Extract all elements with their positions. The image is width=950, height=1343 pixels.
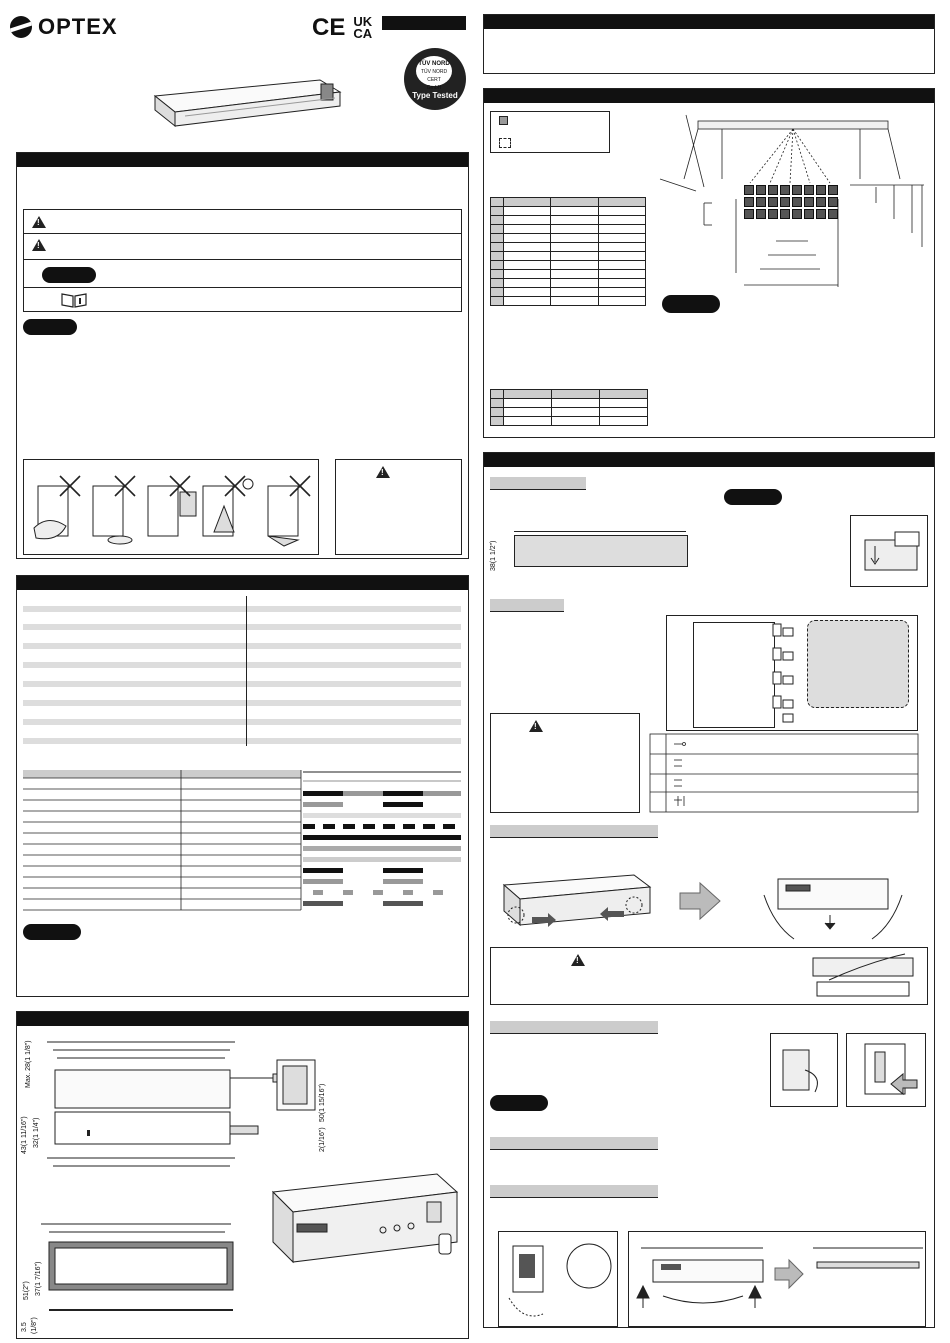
step6-image-1 xyxy=(498,1231,618,1327)
step-heading-1 xyxy=(490,477,586,490)
template-dimension-line xyxy=(514,531,686,532)
cover-caution-box xyxy=(490,947,928,1005)
note-pill xyxy=(23,924,81,940)
optex-logo-icon xyxy=(10,16,32,38)
dim-50: 50(1 15/16") xyxy=(319,1083,326,1122)
dim-35: 3.5 xyxy=(21,1322,28,1332)
spec-row xyxy=(23,719,461,725)
cutout-template xyxy=(514,535,688,567)
spec-row xyxy=(23,662,461,668)
step-heading-3 xyxy=(490,825,658,838)
legend-filled-icon xyxy=(499,116,508,125)
step6-insert-image xyxy=(503,1236,615,1324)
safety-symbols-box xyxy=(23,209,462,312)
ukca-line1: UK xyxy=(353,14,373,29)
brand-logo xyxy=(10,14,118,40)
note-pill xyxy=(490,1095,548,1111)
section-detection-area xyxy=(483,88,935,438)
dim-51: 51(2") xyxy=(23,1281,30,1300)
ukca-line2: CA xyxy=(353,26,373,41)
dim-43: 43(1 11/16") xyxy=(21,1116,28,1154)
section-dimensions xyxy=(16,1011,469,1339)
install-caution-box xyxy=(335,459,462,555)
detection-table-1 xyxy=(490,197,646,306)
step3-remove-cover xyxy=(494,865,924,945)
caution-icon xyxy=(571,954,585,966)
step4-push-image xyxy=(851,1040,923,1102)
spec-row xyxy=(23,681,461,687)
section-installation-header xyxy=(484,453,934,467)
certification-marks xyxy=(312,14,372,42)
step-heading-5 xyxy=(490,1137,658,1150)
spec-row xyxy=(23,606,461,612)
legend-box xyxy=(490,111,610,153)
output-wiring-table xyxy=(650,734,920,814)
product-image xyxy=(145,66,350,126)
terminal-connectors xyxy=(773,622,805,726)
step6-image-2 xyxy=(628,1231,926,1327)
note-pill xyxy=(662,295,720,313)
wiring-caution-box xyxy=(490,713,640,813)
detection-table-2 xyxy=(490,389,648,426)
install-prohibitions xyxy=(23,459,319,555)
ce-mark: CE xyxy=(312,14,346,41)
step1-illustration xyxy=(850,515,928,587)
section-safety xyxy=(16,152,469,559)
unit-perspective xyxy=(257,1172,467,1322)
caution-icon xyxy=(529,720,543,732)
step4-mount-image xyxy=(775,1040,835,1102)
step6-close-image xyxy=(633,1238,923,1322)
section-specifications-header xyxy=(17,576,468,590)
step4-image-1 xyxy=(770,1033,838,1107)
step1-image xyxy=(855,522,925,582)
caution-icon xyxy=(32,239,46,251)
brand-name: OPTEX xyxy=(38,14,118,39)
divider xyxy=(24,233,461,234)
warning-icon xyxy=(32,216,46,228)
note-pill xyxy=(724,489,782,505)
dim-38: 38(1 1/2") xyxy=(490,540,497,571)
tuv-badge-inner xyxy=(416,56,452,91)
spec-row xyxy=(23,643,461,649)
step-heading-6 xyxy=(490,1185,658,1198)
tuv-badge xyxy=(404,48,466,110)
led-status-table xyxy=(23,778,461,914)
divider xyxy=(24,287,461,288)
led-table-header xyxy=(23,770,301,778)
prohibition-illustrations xyxy=(28,466,316,550)
manual-icon xyxy=(60,292,88,308)
step-heading-2 xyxy=(490,599,564,612)
cover-caution-image xyxy=(809,952,919,1002)
section-detection-header xyxy=(484,89,934,103)
spec-divider xyxy=(246,596,247,746)
section-installation xyxy=(483,452,935,1328)
section-top-right xyxy=(483,14,935,74)
caution-icon xyxy=(376,466,390,478)
detection-spot-grid xyxy=(744,185,838,219)
tuv-type-tested: Type Tested xyxy=(412,91,458,100)
spec-row xyxy=(23,738,461,744)
header-label-block xyxy=(382,16,466,30)
dim-2: 2(1/16") xyxy=(319,1127,326,1152)
dim-18: (1/8") xyxy=(31,1317,38,1334)
legend-dashed-icon xyxy=(499,138,511,148)
spec-row xyxy=(23,624,461,630)
ukca-mark xyxy=(353,16,372,40)
dim-37: 37(1 7/16") xyxy=(35,1261,42,1296)
step-heading-4 xyxy=(490,1021,658,1034)
tuv-name: TÜV NORD xyxy=(418,61,450,67)
section-specifications xyxy=(16,575,469,997)
dim-max28: Max. 28(1 1/8") xyxy=(25,1040,32,1088)
terminal-diagram xyxy=(666,615,918,731)
terminal-wiring-area xyxy=(807,620,909,708)
note-pill xyxy=(23,319,77,335)
section-safety-header xyxy=(17,153,468,167)
section-top-right-header xyxy=(484,15,934,29)
front-panel-drawing xyxy=(35,1222,255,1332)
dim-32: 32(1 1/4") xyxy=(33,1117,40,1148)
terminal-block xyxy=(693,622,775,728)
tuv-gmbh: GmbH xyxy=(426,85,442,91)
tuv-cert: TÜV NORD CERT xyxy=(420,69,448,83)
divider xyxy=(24,259,461,260)
section-dimensions-header xyxy=(17,1012,468,1026)
step4-image-2 xyxy=(846,1033,926,1107)
note-pill xyxy=(42,267,96,283)
spec-row xyxy=(23,700,461,706)
